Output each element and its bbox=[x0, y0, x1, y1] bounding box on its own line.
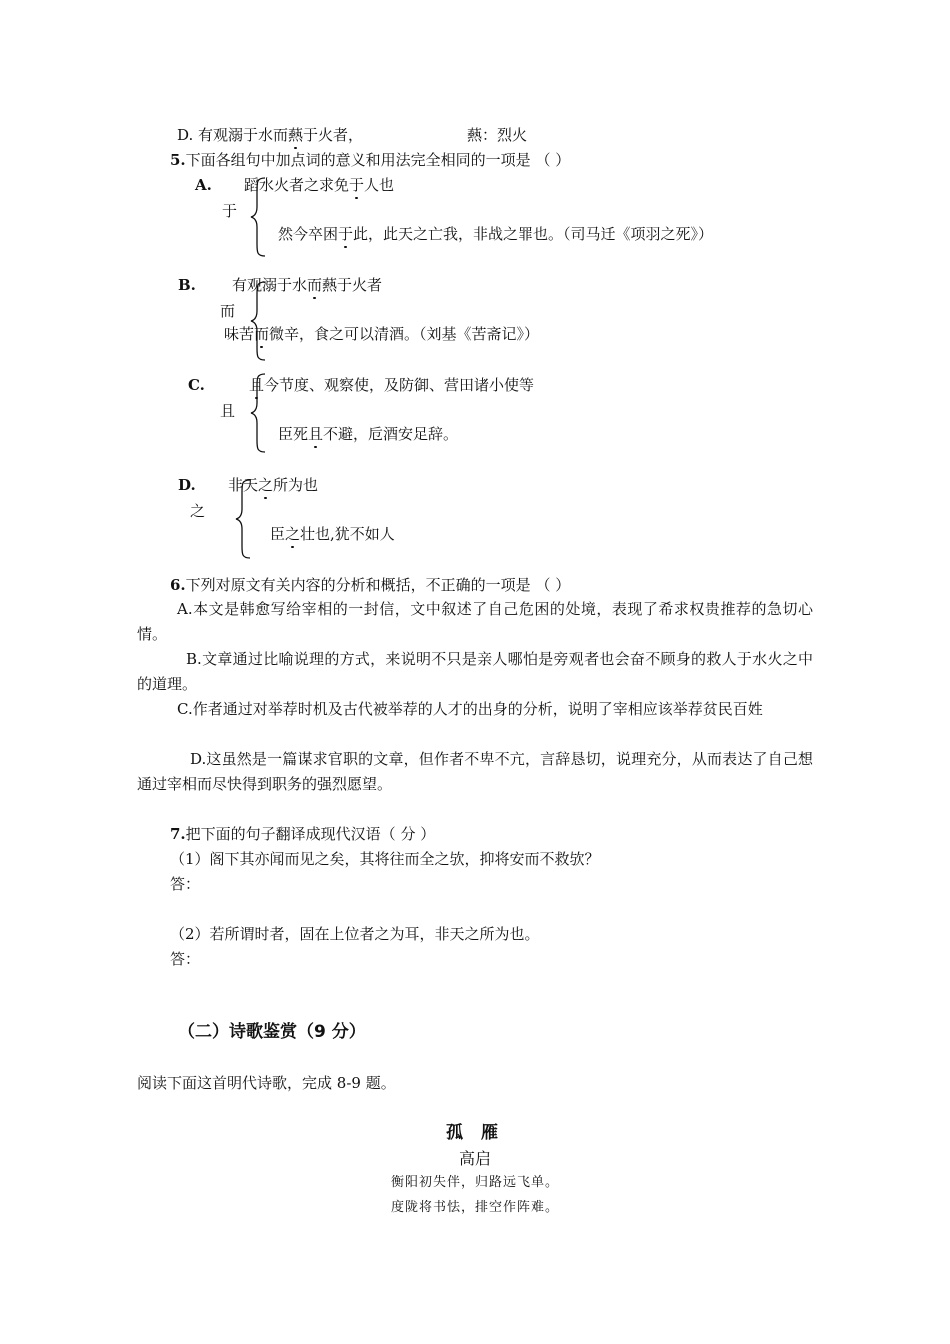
dotted-char: 于 bbox=[349, 176, 365, 194]
q6-option-c: C.作者通过对举荐时机及古代被举荐的人才的出身的分析，说明了宰相应该举荐贫民百姓 bbox=[177, 700, 763, 718]
section-title: （二）诗歌鉴赏（9 分） bbox=[178, 1022, 366, 1042]
q5-d-word: 之 bbox=[190, 502, 206, 520]
dotted-char: 之 bbox=[258, 476, 274, 494]
q5-b-label: B. bbox=[178, 276, 196, 294]
q5-c-label: C. bbox=[188, 376, 205, 394]
section-intro: 阅读下面这首明代诗歌，完成 8-9 题。 bbox=[137, 1074, 396, 1092]
q5-b-line1: 有观溺于水而爇于火者 bbox=[232, 276, 383, 294]
brace-icon bbox=[248, 372, 268, 454]
poem-author: 高启 bbox=[458, 1149, 491, 1168]
q6-option-a: A.本文是韩愈写给宰相的一封信，文中叙述了自己危困的处境，表现了希求权贵推荐的急切心情。 bbox=[137, 600, 813, 643]
q7-sentence-2: （2）若所谓时者，固在上位者之为耳，非天之所为也。 bbox=[170, 925, 540, 943]
dotted-char: 于 bbox=[338, 225, 354, 243]
dotted-char: 且 bbox=[308, 425, 324, 443]
q5-c-word: 且 bbox=[220, 402, 236, 420]
poem-line: 衡阳初失伴，归路远飞单。 bbox=[390, 1175, 559, 1190]
q5-d-line2: 臣之壮也,犹不如人 bbox=[270, 525, 395, 543]
q7-stem: 7.把下面的句子翻译成现代汉语（ 分 ） bbox=[170, 825, 436, 843]
dotted-char: 而 bbox=[254, 325, 270, 343]
q5-b-line2: 味苦而微辛，食之可以清酒。（刘基《苦斋记》） bbox=[224, 325, 540, 343]
q5-d-label: D. bbox=[178, 476, 196, 494]
q4-option-d-answer: 爇：烈火 bbox=[467, 126, 528, 144]
q4-option-d: D. 有观溺于水而爇于火者， bbox=[177, 126, 364, 144]
poem-title: 孤 雁 bbox=[446, 1123, 504, 1143]
q5-a-line2: 然今卒困于此，此天之亡我，非战之罪也。（司马迁《项羽之死》） bbox=[278, 225, 714, 243]
poem-line: 度陇将书怯，排空作阵难。 bbox=[390, 1200, 559, 1215]
dotted-char: 之 bbox=[285, 525, 301, 543]
q5-c-line2: 臣死且不避，卮酒安足辞。 bbox=[278, 425, 459, 443]
q5-c-line1: 且今节度、观察使，及防御、营田诸小使等 bbox=[249, 376, 535, 394]
brace-icon bbox=[233, 478, 253, 560]
dotted-char: 而 bbox=[307, 276, 323, 294]
q5-a-word: 于 bbox=[222, 202, 238, 220]
q5-d-line1: 非天之所为也 bbox=[228, 476, 319, 494]
brace-icon bbox=[248, 280, 268, 362]
brace-icon bbox=[248, 176, 268, 258]
q6-option-b: B.文章通过比喻说理的方式，来说明不只是亲人哪怕是旁观者也会奋不顾身的救人于水火之中的道理。 bbox=[137, 650, 813, 693]
q6-stem: 6.下列对原文有关内容的分析和概括，不正确的一项是 （ ） bbox=[170, 576, 571, 594]
q7-answer-1: 答： bbox=[170, 875, 201, 893]
dotted-char: 爇 bbox=[288, 126, 304, 144]
q6-option-d: D.这虽然是一篇谋求官职的文章，但作者不卑不亢，言辞恳切，说理充分，从而表达了自己想通过宰相而尽快得到职务的强烈愿望。 bbox=[137, 750, 813, 793]
q5-a-line1: 蹈水火者之求免于人也 bbox=[244, 176, 395, 194]
q5-a-label: A. bbox=[195, 176, 212, 194]
q5-b-word: 而 bbox=[220, 302, 236, 320]
dotted-char: 且 bbox=[249, 376, 265, 394]
q7-answer-2: 答： bbox=[170, 950, 201, 968]
q5-stem: 5.下面各组句中加点词的意义和用法完全相同的一项是 （ ） bbox=[170, 151, 571, 169]
q7-sentence-1: （1）阁下其亦闻而见之矣，其将往而全之欤，抑将安而不救欤？ bbox=[170, 850, 600, 868]
